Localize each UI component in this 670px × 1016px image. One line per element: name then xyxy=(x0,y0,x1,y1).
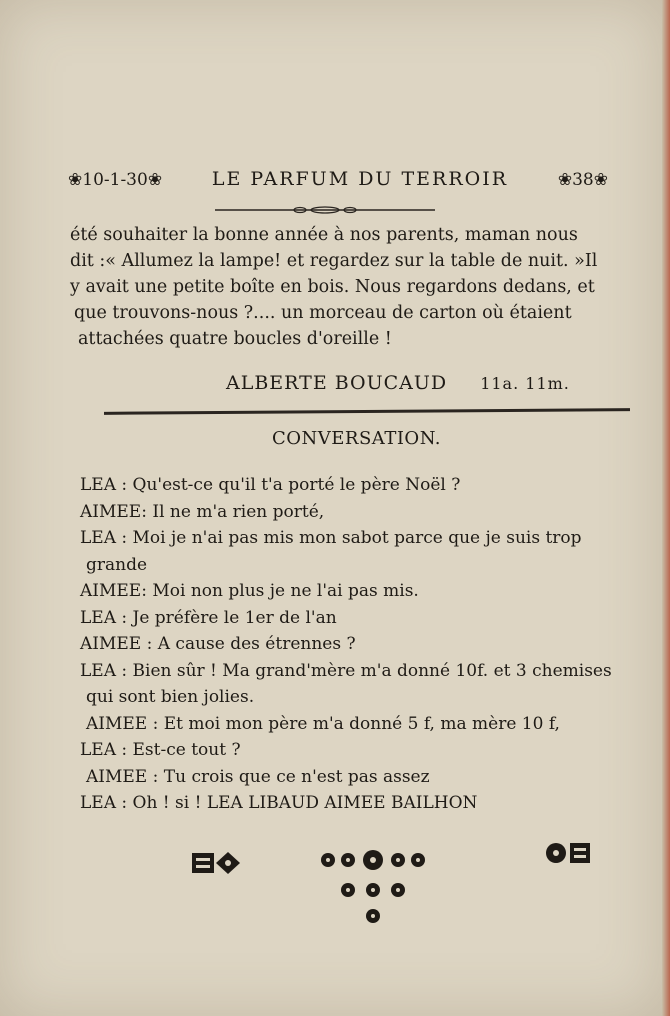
dialog-line: qui sont bien jolies. xyxy=(86,687,255,707)
lea-stamp-icon xyxy=(190,850,242,876)
paragraph-line: été souhaiter la bonne année à nos parents, maman nous xyxy=(70,225,578,245)
signature-class: 11a. 11m. xyxy=(480,374,570,393)
signature-author: ALBERTE BOUCAUD xyxy=(226,372,448,394)
conversation-title: CONVERSATION. xyxy=(272,428,442,449)
dialog-line: AIMEE: Il ne m'a rien porté, xyxy=(80,501,325,522)
ab-stamp-icon xyxy=(544,840,592,866)
paragraph-line: dit :« Allumez la lampe! et regardez sur la table de nuit. »Il xyxy=(70,251,598,271)
dialog-line: LEA : Je préfère le 1er de l'an xyxy=(80,607,337,628)
paragraph-line: attachées quatre boucles d'oreille ! xyxy=(78,329,392,349)
dialog-line: LEA : Moi je n'ai pas mis mon sabot parce que je suis trop xyxy=(80,528,582,548)
header-title: LE PARFUM DU TERROIR xyxy=(211,168,509,190)
dialog-line: AIMEE : A cause des étrennes ? xyxy=(80,634,356,654)
dialog-line: LEA : Oh ! si ! LEA LIBAUD AIMEE BAILHON xyxy=(80,793,478,813)
header-page-number: ❀38❀ xyxy=(557,170,608,190)
dialog-line: AIMEE: Moi non plus je ne l'ai pas mis. xyxy=(80,581,419,601)
page-header xyxy=(68,168,608,190)
dialog-line: grande xyxy=(86,554,148,575)
paragraph-line: que trouvons-nous ?.... un morceau de carton où étaient xyxy=(74,303,572,323)
page-edge xyxy=(662,0,670,1016)
dialog-line: AIMEE : Et moi mon père m'a donné 5 f, ma mère 10 f, xyxy=(86,713,560,734)
dialog-line: LEA : Est-ce tout ? xyxy=(80,740,241,760)
dialog-line: AIMEE : Tu crois que ce n'est pas assez xyxy=(86,766,430,787)
signature-alberte xyxy=(226,372,606,394)
letter-paragraph xyxy=(70,222,630,352)
header-date: ❀10-1-30❀ xyxy=(68,170,163,190)
divider-flourish xyxy=(215,206,435,214)
conversation-dialog xyxy=(80,472,640,817)
dialog-line: LEA : Bien sûr ! Ma grand'mère m'a donné 10f. et 3 chemises xyxy=(80,660,612,681)
paragraph-line: y avait une petite boîte en bois. Nous regardons dedans, et xyxy=(70,277,595,297)
flower-row-icon xyxy=(318,848,428,928)
dialog-line: LEA : Qu'est-ce qu'il t'a porté le père Noël ? xyxy=(80,475,461,495)
